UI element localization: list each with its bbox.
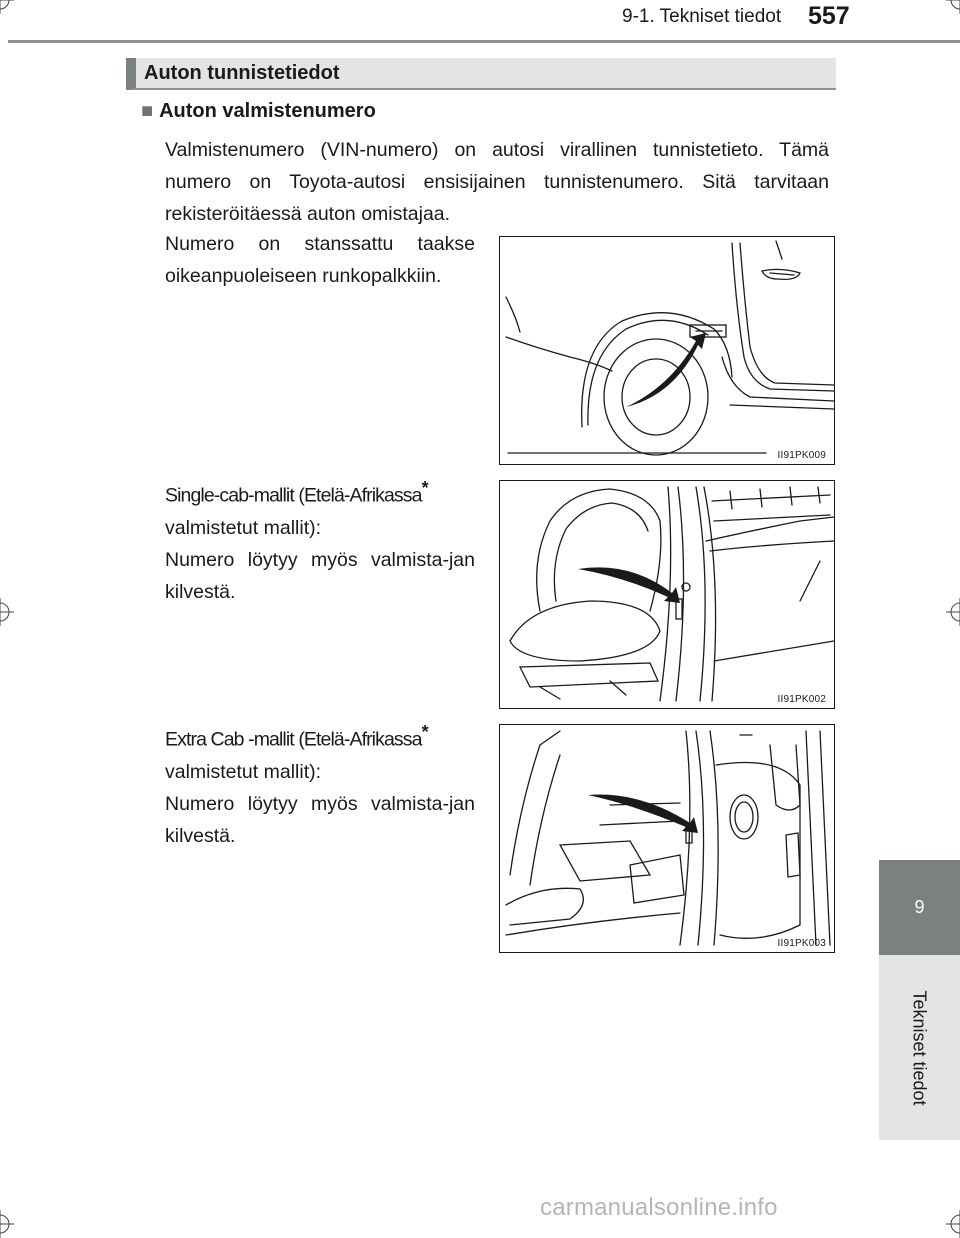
figure-code: II91PK002: [777, 694, 826, 705]
intro-paragraph: Valmistenumero (VIN-numero) on autosi virallinen tunnistetieto. Tämä numero on Toyota-autosi ensisijainen tunnistenumero. Sitä tarvitaan rekisteröitäessä auton omistajaa.: [165, 139, 829, 225]
subsection-heading: [141, 100, 376, 123]
crop-mark-mid-left: [0, 598, 14, 626]
item-3-note: Numero löytyy myös valmista-jan kilvestä.: [165, 792, 475, 847]
crop-mark-bottom-left: [0, 1210, 14, 1238]
item-3-text: [165, 716, 475, 852]
illustration-extra-cab-door: [500, 725, 834, 952]
page-number: 557: [808, 2, 850, 30]
item-2-asterisk: *: [421, 478, 428, 498]
crop-mark-bottom-right: [946, 1210, 960, 1238]
subsection-title: Auton valmistenumero: [159, 100, 376, 122]
item-2-note: Numero löytyy myös valmista-jan kilvestä.: [165, 548, 475, 603]
item-2-model-line: [165, 472, 475, 512]
illustration-seat-pillar: [500, 481, 834, 708]
figure-code: II91PK003: [777, 938, 826, 949]
figure-extra-cab: [499, 724, 835, 953]
watermark: carmanualsonline.info: [540, 1194, 778, 1221]
running-header-section: 9-1. Tekniset tiedot: [622, 6, 782, 27]
crop-mark-mid-right: [946, 598, 960, 626]
square-bullet-icon: ■: [141, 100, 154, 122]
section-title-bar: [126, 58, 836, 90]
chapter-tab-number: 9: [914, 897, 925, 917]
item-3-model-cont: valmistetut mallit):: [165, 760, 322, 783]
figure-code: II91PK009: [777, 450, 826, 461]
item-3-asterisk: *: [421, 722, 428, 742]
chapter-tab-label: Tekniset tiedot: [909, 990, 930, 1106]
header-rule: [8, 40, 960, 43]
item-3-model-line: [165, 716, 475, 756]
item-1-text: Numero on stanssattu taakse oikeanpuoleiseen runkopalkkiin.: [165, 233, 475, 287]
section-title: Auton tunnistetiedot: [144, 62, 340, 84]
item-2-model: Single-cab-mallit (Etelä-Afrikassa: [165, 484, 422, 507]
crop-mark-top-left: [0, 0, 14, 14]
item-2-model-cont: valmistetut mallit):: [165, 516, 322, 539]
figure-single-cab: [499, 480, 835, 709]
item-3-model: Extra Cab -mallit (Etelä-Afrikassa: [165, 728, 422, 751]
crop-mark-top-right: [946, 0, 960, 14]
figure-vin-frame: [499, 236, 835, 465]
illustration-rear-wheel: [500, 237, 834, 464]
item-2-text: [165, 472, 475, 608]
